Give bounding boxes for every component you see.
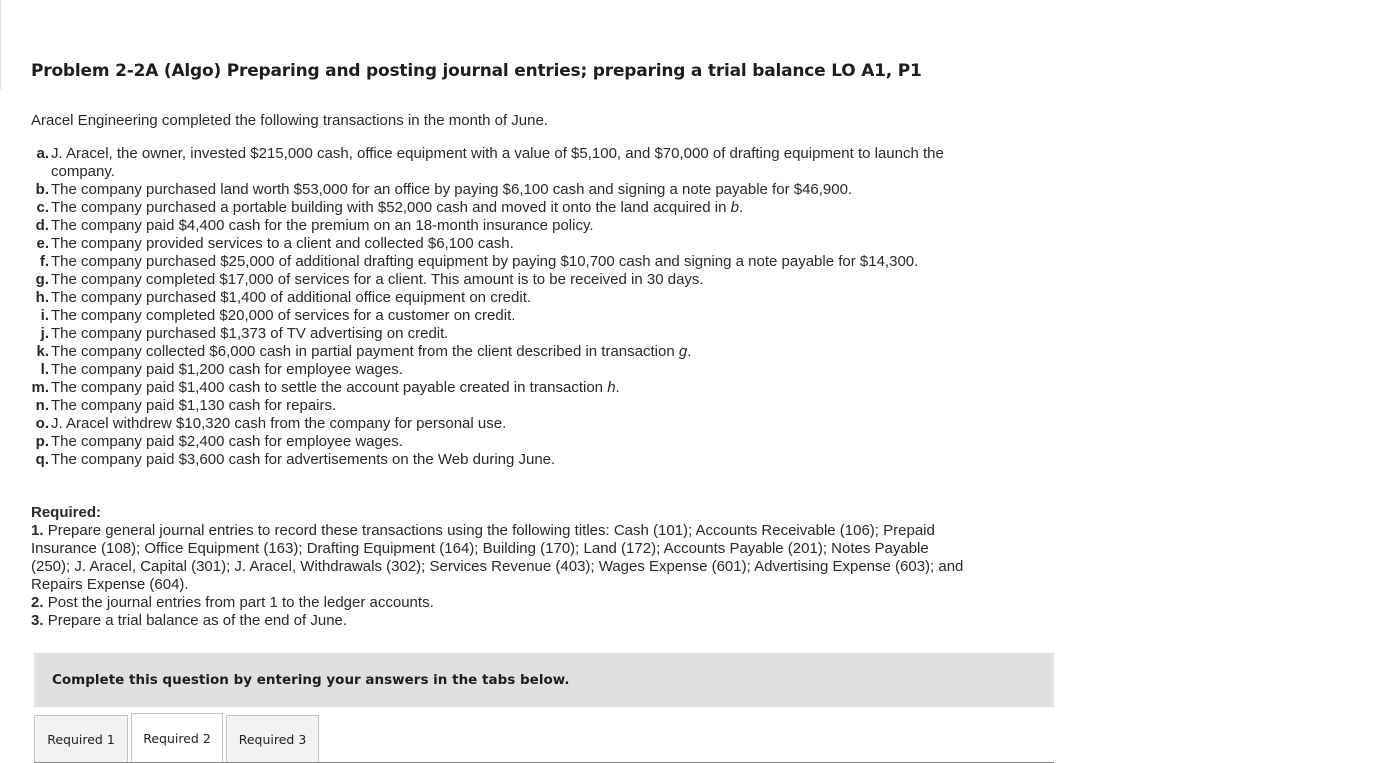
transaction-letter: g. [35,271,49,288]
instruction-banner [34,653,1054,707]
transaction-text: The company purchased $1,373 of TV advertising on credit. [51,325,449,342]
transaction-text: The company purchased land worth $53,000 for an office by paying $6,100 cash and signing a note payable for $46,900. [51,181,853,198]
transaction-text: The company paid $1,200 cash for employee wages. [51,361,403,378]
transaction-letter: f. [39,253,49,270]
transaction-reference: b [730,199,739,216]
transaction-text-group [51,199,743,216]
transaction-letter: d. [35,217,49,234]
transaction-letter: e. [36,235,49,252]
problem-title: Problem 2-2A (Algo) Preparing and posting journal entries; preparing a trial balance LO A1, P1 [31,61,922,81]
transaction-letter: q. [35,451,49,468]
required-number: 3. [31,612,44,629]
left-divider [0,0,1,90]
transaction-item [31,451,971,469]
transaction-end: . [687,343,692,360]
transaction-text: The company provided services to a client and collected $6,100 cash. [51,235,514,252]
answer-tabs [34,713,1054,763]
transaction-text: The company purchased $25,000 of additional drafting equipment by paying $10,700 cash and signing a note payable for $14,300. [51,253,919,270]
transaction-letter: k. [36,343,49,360]
transaction-letter: p. [35,433,49,450]
transaction-letter: b. [35,181,49,198]
banner-text: Complete this question by entering your answers in the tabs below. [52,672,570,688]
transaction-text: J. Aracel, the owner, invested $215,000 cash, office equipment with a value of $5,100, and $70,000 of drafting equipment to launch the company. [51,145,944,180]
tab-required-2[interactable]: Required 2 [131,713,223,762]
transaction-text: The company purchased $1,400 of additional office equipment on credit. [51,289,532,306]
transaction-text: The company collected $6,000 cash in partial payment from the client described in transaction [51,343,679,360]
transaction-text: The company paid $3,600 cash for advertisements on the Web during June. [51,451,556,468]
transaction-text: The company paid $1,130 cash for repairs. [51,397,337,414]
required-text: Prepare a trial balance as of the end of June. [47,612,348,629]
required-number: 2. [31,594,44,611]
transaction-item [31,235,971,253]
transaction-text: J. Aracel withdrew $10,320 cash from the company for personal use. [51,415,507,432]
transaction-reference: g [678,343,688,360]
transaction-text: The company paid $4,400 cash for the premium on an 18-month insurance policy. [51,217,594,234]
transaction-item [31,415,971,433]
transaction-text-group [51,343,691,360]
required-section [31,504,971,630]
transaction-text: The company paid $1,400 cash to settle the account payable created in transaction [51,379,608,396]
transaction-letter: a. [36,145,49,162]
transaction-end: . [738,199,744,216]
transaction-end: . [615,379,620,396]
required-item [31,522,971,594]
transaction-text: The company purchased a portable building with $52,000 cash and moved it onto the land acquired in [51,199,731,216]
required-number: 1. [31,522,44,539]
transaction-text: The company completed $20,000 of services for a customer on credit. [51,307,516,324]
transaction-letter: c. [36,199,49,216]
transaction-item [31,145,971,181]
transaction-item [31,343,971,361]
transaction-item [31,271,971,289]
transaction-item [31,325,971,343]
transaction-item [31,199,971,217]
transaction-text-group [51,379,620,396]
transaction-item [31,217,971,235]
problem-intro: Aracel Engineering completed the following transactions in the month of June. [31,112,548,129]
transaction-item [31,289,971,307]
transaction-letter: n. [35,397,49,414]
transaction-letter: i. [40,307,49,324]
transaction-letter: h. [35,289,49,306]
transaction-item [31,361,971,379]
required-heading: Required: [31,504,102,521]
tab-required-1[interactable]: Required 1 [34,715,128,762]
transaction-item [31,307,971,325]
transaction-letter: l. [40,361,49,378]
transaction-text: The company paid $2,400 cash for employee wages. [51,433,403,450]
transaction-letter: m. [31,379,49,396]
transaction-list [31,145,971,469]
transaction-item [31,253,971,271]
transaction-item [31,379,971,397]
transaction-text: The company completed $17,000 of services for a client. This amount is to be received in 30 days. [51,271,704,288]
problem-content [31,58,1071,630]
tab-required-3[interactable]: Required 3 [226,715,319,762]
transaction-item [31,397,971,415]
transaction-reference: h [607,379,616,396]
transaction-item [31,433,971,451]
required-item [31,612,971,630]
transaction-item [31,181,971,199]
required-item [31,594,971,612]
transaction-letter: o. [35,415,49,432]
required-text: Post the journal entries from part 1 to the ledger accounts. [47,594,434,611]
required-text: Prepare general journal entries to record these transactions using the following titles: Cash (101); Accounts Receivable (106); Prepaid Insurance (108); Office Equipment (163); Drafting Equipment (164); Building (170); Land (172); Accounts Payable (201); Notes Payable (250); J. Aracel, Capital (301); J. Aracel, Withdrawals (302); Services Revenue (403); Wages Expense (601); Advertising Expense (603); and Repairs Expense (604). [31,522,964,593]
transaction-letter: j. [40,325,49,342]
